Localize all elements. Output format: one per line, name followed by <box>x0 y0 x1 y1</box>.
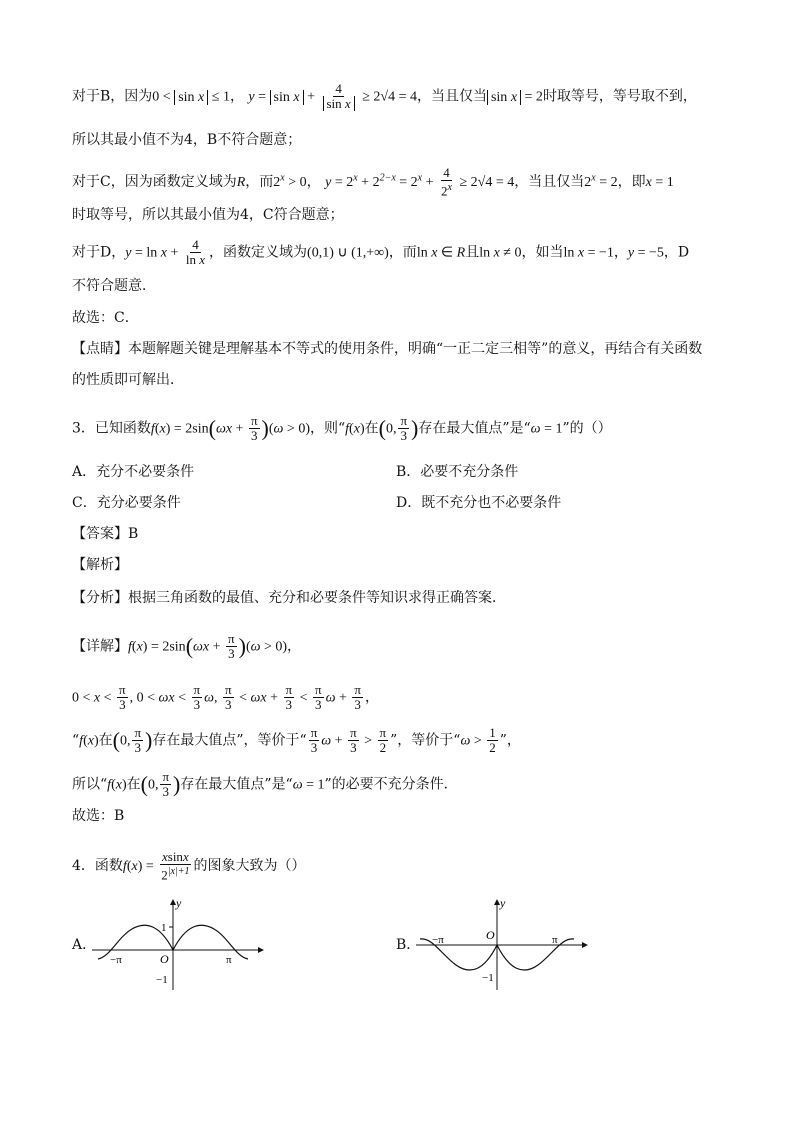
origin-label: O <box>160 952 169 966</box>
x-axis-arrow-icon <box>582 942 588 948</box>
tick-1-label: 1 <box>161 922 167 934</box>
tick-minus-pi-label: −π <box>110 954 122 966</box>
tick-minus1-label: −1 <box>482 972 494 984</box>
tick-pi-label: π <box>552 934 558 946</box>
derivation-inequalities: 0 < x < $\frac{\pi}{3}$ , 0 < ωx < $\frac{\pi}{3}$ ω, $\frac{\pi}{3}$ < ωx + $\frac{\pi}{3}$ < $\frac{\pi}{3}$ ω + $\frac{\pi}{3}$ ， <box>72 682 379 712</box>
q3-option-c[interactable]: C．充分必要条件 <box>72 495 181 511</box>
c-analysis-line1: 对于C，因为函数定义域为R，而$2^x > 0$， $y = 2^x + 2^{2-x} = 2^x$ + $\frac{4}{2^x}$ ≥ 2√4 = 4，当且仅当$2^x = 2$，即x = 1 <box>72 165 674 199</box>
q3-option-a[interactable]: A．充分不必要条件 <box>72 464 195 480</box>
d-analysis-line1: 对于D，y = ln x + $\frac{4}{\text{ln x}}$ ，函数定义域为(0,1) ∪ (1,+∞)，而ln x ∈ R且ln x ≠ 0，如当ln x = −1，y = −5，D <box>72 237 690 267</box>
b-analysis-line2: 所以其最小值不为4，B不符合题意； <box>72 132 302 148</box>
jiexi-tag: 【解析】 <box>72 557 128 573</box>
answer-tag: 【答案】 <box>72 526 128 542</box>
tick-pi-label: π <box>226 954 232 966</box>
comment-line2: 的性质即可解出． <box>72 372 184 388</box>
answer-choice-q2: 故选：C． <box>72 310 139 326</box>
derivation-equivalence: “f(x)在(0, $\frac{\pi}{3}$ )存在最大值点”，等价于“ $\frac{\pi}{3}$ ω + $\frac{\pi}{3}$ > $\frac{\pi}{2}$ ”，等价于“ω > $\frac{1}{2}$ ”， <box>72 725 521 755</box>
q4-graph-b[interactable] <box>412 895 592 995</box>
tick-minus1-label: −1 <box>156 974 168 986</box>
xiangjie-line: 【详解】f(x) = 2sin(ωx + $\frac{\pi}{3}$ )(ω > 0)， <box>72 631 302 661</box>
x-axis-arrow-icon <box>258 947 264 953</box>
comment-line1: 【点睛】本题解题关键是理解基本不等式的使用条件，明确“一正二定三相等”的意义，再结合有关函数 <box>72 341 703 357</box>
axis-y-label: y <box>500 896 506 910</box>
q3-answer <box>72 524 138 544</box>
fenxi-line: 【分析】根据三角函数的最值、充分和必要条件等知识求得正确答案． <box>72 590 506 606</box>
q4-stem: 4．函数f(x) = $\frac{xsinx}{2^{|x|+1}}$ 的图象大致为（） <box>72 849 306 883</box>
tick-minus-pi-label: −π <box>432 934 444 946</box>
axis-y-label: y <box>176 896 182 910</box>
q4-option-a-label[interactable]: A． <box>72 937 97 953</box>
comment-tag: 【点睛】 <box>72 341 128 357</box>
q3-stem: 3．已知函数f(x) = 2sin(ωx + $\frac{\pi}{3}$ )(ω > 0)，则“f(x)在(0, $\frac{\pi}{3}$ )存在最大值点”是“ω = 1”的（） <box>72 413 612 443</box>
fenxi-tag: 【分析】 <box>72 590 128 606</box>
origin-label: O <box>486 928 495 942</box>
q4-option-b-label[interactable]: B． <box>396 937 421 953</box>
answer-value: B <box>128 526 139 542</box>
q3-option-b[interactable]: B．必要不充分条件 <box>396 464 519 480</box>
c-analysis-line2: 时取等号，所以其最小值为4，C符合题意； <box>72 207 344 223</box>
b-analysis-line1: 对于B，因为0 < sin x ≤ 1， y = sin x + $\frac{4}{\text{sin x}}$ ≥ 2√4 = 4，当且仅当 sin x = 2时取等号，等号取不到， <box>72 81 697 111</box>
q4-graph-a[interactable] <box>88 895 268 995</box>
d-analysis-line2: 不符合题意． <box>72 278 156 294</box>
q3-choose: 故选：B <box>72 808 125 824</box>
xiangjie-tag: 【详解】 <box>72 638 128 655</box>
q3-option-d[interactable]: D．既不充分也不必要条件 <box>396 495 562 511</box>
derivation-conclusion: 所以“f(x)在(0, $\frac{\pi}{3}$ )存在最大值点”是“ω = 1”的必要不充分条件． <box>72 769 458 799</box>
